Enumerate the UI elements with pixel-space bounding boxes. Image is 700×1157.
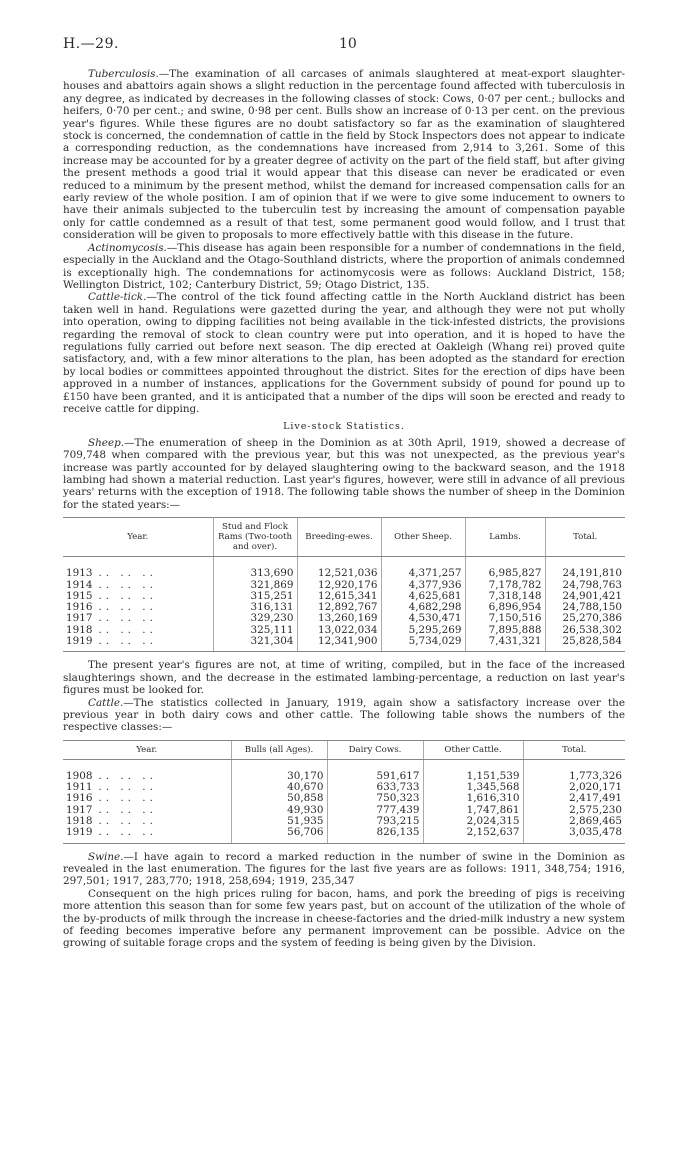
- value-cell: 5,734,029: [381, 636, 465, 652]
- report-code: H.—29.: [63, 36, 119, 52]
- leader-dots: .. .. ..: [98, 601, 157, 614]
- table-row: [63, 613, 625, 624]
- value-cell: 12,341,900: [297, 636, 381, 652]
- table-header-row: [63, 518, 625, 557]
- value-cell: 4,371,257: [381, 568, 465, 579]
- leader-dots: .. .. ..: [98, 781, 157, 794]
- value-cell: 2,024,315: [423, 816, 523, 827]
- value-cell: 12,892,767: [297, 602, 381, 613]
- value-cell: 4,530,471: [381, 613, 465, 624]
- value-cell: 793,215: [327, 816, 423, 827]
- year-value: 1917: [66, 803, 93, 816]
- column-header: Other Sheep.: [381, 518, 465, 557]
- paragraph-text: —The control of the tick found affecting cattle in the North Auckland district has been taken well in hand. Regulations were gazetted during the year, and although they were not put wholly into operation, owing to dipping facilities not being available in the tick-infested districts, the provisions regarding the removal of stock to clean country were put into operation, and it is hoped to have the regulations fully carried out before next season. The dip erected at Oakleigh (Whang rei) proved quite satisfactory, and, with a few minor alterations to the plan, has been adopted as the standard for erection by local bodies or committees appointed throughout the district. Sites for the erection of dips have been approved in a number of instances, applications for the Government subsidy of pound for pound up to £150 have been granted, and it is anticipated that a number of the dips will soon be erected and ready to receive cattle for dipping.: [63, 291, 625, 415]
- table-row: [63, 793, 625, 804]
- value-cell: 1,616,310: [423, 793, 523, 804]
- leader-dots: .. .. ..: [98, 769, 157, 782]
- value-cell: 4,682,298: [381, 602, 465, 613]
- leader-dots: .. .. ..: [98, 803, 157, 816]
- value-cell: 24,788,150: [545, 602, 625, 613]
- paragraph-text: —The examination of all carcases of animals slaughtered at meat-export slaughter-houses and abattoirs again shows a slight reduction in the percentage found affected with tuberculosis in any degree, as indicated by decreases in the following classes of stock: Cows, 0·07 per cent.; bullocks and heifers, 0·70 per cent.; and swine, 0·98 per cent. Bulls show an increase of 0·13 per cent. on the previous year's figures. While these figures are no doubt satisfactory so far as the examination of slaughtered stock is concerned, the condemnation of cattle in the field by Stock Inspectors does not appear to indicate a corresponding reduction, as the condemnations have increased from 2,914 to 3,261. Some of this increase may be accounted for by a greater degree of activity on the part of the field staff, but after giving the present methods a good trial it would appear that this disease can never be eradicated or even reduced to a minimum by the present method, whilst the demand for increased compensation calls for an early review of the whole position. I am of opinion that if we were to give some inducement to owners to have their animals subjected to the tuberculin test by increasing the amount of compensation payable only for cattle condemned as a result of that test, some permanent good would follow, and I trust that consideration will be given to proposals to more effectively battle with this disease in the future.: [63, 68, 625, 242]
- leader-dots: .. .. ..: [98, 578, 157, 591]
- page-header: [63, 34, 625, 54]
- value-cell: 826,135: [327, 827, 423, 843]
- document-page: [63, 34, 625, 950]
- leader-dots: .. .. ..: [98, 792, 157, 805]
- value-cell: 49,930: [231, 805, 327, 816]
- value-cell: 12,615,341: [297, 591, 381, 602]
- column-header: Lambs.: [465, 518, 545, 557]
- year-value: 1915: [66, 589, 93, 602]
- value-cell: 4,625,681: [381, 591, 465, 602]
- paragraph-swine: [63, 851, 625, 888]
- paragraph-sheep-outlook: The present year's figures are not, at time of writing, compiled, but in the face of the increased slaughterings shown, and the decrease in the estimated lambing-percentage, a reduction on last year's figures must be looked for.: [63, 659, 625, 697]
- value-cell: 325,111: [213, 625, 297, 636]
- paragraph-tuberculosis: [63, 68, 625, 242]
- paragraph-title: Cattle.: [88, 696, 124, 709]
- year-value: 1917: [66, 612, 93, 625]
- value-cell: 24,901,421: [545, 591, 625, 602]
- value-cell: 2,152,637: [423, 827, 523, 843]
- value-cell: 13,260,169: [297, 613, 381, 624]
- value-cell: 40,670: [231, 782, 327, 793]
- year-cell: [63, 827, 231, 843]
- paragraph-text: —The enumeration of sheep in the Dominion as at 30th April, 1919, showed a decrease of 709,748 when compared with the previous year, but this was not unexpected, as the previous year's increase was partly accounted for by delayed slaughtering owing to the backward season, and the 1918 lambing had shown a material reduction. Last year's figures, however, were still in advance of all previous years' returns with the exception of 1918. The following table shows the number of sheep in the Dominion for the stated years:—: [63, 436, 625, 511]
- value-cell: 750,323: [327, 793, 423, 804]
- value-cell: 56,706: [231, 827, 327, 843]
- value-cell: 12,920,176: [297, 580, 381, 591]
- year-value: 1918: [66, 814, 93, 827]
- paragraph-sheep: [63, 437, 625, 511]
- column-header: Total.: [523, 740, 625, 759]
- value-cell: 6,896,954: [465, 602, 545, 613]
- value-cell: 26,538,302: [545, 625, 625, 636]
- value-cell: 1,151,539: [423, 771, 523, 782]
- value-cell: 591,617: [327, 771, 423, 782]
- value-cell: 7,318,148: [465, 591, 545, 602]
- paragraph-text: —The statistics collected in January, 1919, again show a satisfactory increase over the previous year in both dairy cows and other cattle. The following table shows the numbers of the respective classes:—: [63, 696, 625, 734]
- column-header: Total.: [545, 518, 625, 557]
- paragraph-title: Swine.: [88, 850, 124, 863]
- table-row: [63, 568, 625, 579]
- spacer-cell: [423, 759, 523, 771]
- paragraph-pig-breeding: Consequent on the high prices ruling for bacon, hams, and pork the breeding of pigs is receiving more attention this season than for some few years past, but on account of the utilization of the whole of the by-products of milk through the increase in cheese-factories and the dried-milk industry a new system of feeding becomes imperative before any permanent improvement can be possible. Advice on the growing of suitable forage crops and the system of feeding is being given by the Division.: [63, 887, 625, 950]
- value-cell: 50,858: [231, 793, 327, 804]
- table-header-row: [63, 740, 625, 759]
- year-cell: [63, 636, 213, 652]
- value-cell: 316,131: [213, 602, 297, 613]
- year-value: 1918: [66, 623, 93, 636]
- paragraph-title: Cattle-tick.: [88, 291, 147, 304]
- table-row: [63, 636, 625, 652]
- value-cell: 51,935: [231, 816, 327, 827]
- value-cell: 321,304: [213, 636, 297, 652]
- spacer-cell: [327, 759, 423, 771]
- value-cell: 329,230: [213, 613, 297, 624]
- value-cell: 30,170: [231, 771, 327, 782]
- paragraph-text: —This disease has again been responsible for a number of condemnations in the field, especially in the Auckland and the Otago-Southland districts, where the proportion of animals condemned is exceptionally high. The condemnations for actinomycosis were as follows: Auckland District, 158; Wellington District, 102; Canterbury District, 59; Otago District, 135.: [63, 241, 625, 291]
- column-header: Other Cattle.: [423, 740, 523, 759]
- year-value: 1908: [66, 769, 93, 782]
- year-value: 1919: [66, 826, 93, 839]
- spacer-cell: [523, 759, 625, 771]
- table-spacer-row: [63, 759, 625, 771]
- value-cell: 7,178,782: [465, 580, 545, 591]
- leader-dots: .. .. ..: [98, 635, 157, 647]
- value-cell: 25,828,584: [545, 636, 625, 652]
- value-cell: 13,022,034: [297, 625, 381, 636]
- value-cell: 7,150,516: [465, 613, 545, 624]
- paragraph-actinomycosis: [63, 242, 625, 292]
- value-cell: 777,439: [327, 805, 423, 816]
- table-row: [63, 827, 625, 843]
- column-header: Stud and Flock Rams (Two-tooth and over).: [213, 518, 297, 557]
- leader-dots: .. .. ..: [98, 567, 157, 580]
- value-cell: 24,191,810: [545, 568, 625, 579]
- value-cell: 7,895,888: [465, 625, 545, 636]
- paragraph-text: —I have again to record a marked reduction in the number of swine in the Dominion as revealed in the last enumeration. The figures for the last five years are as follows: 1911, 348,754; 1916, 297,501; 1917, 283,770; 1918, 258,694; 1919, 235,347: [63, 850, 625, 888]
- paragraph-title: Actinomycosis.: [88, 241, 167, 254]
- value-cell: 633,733: [327, 782, 423, 793]
- value-cell: 6,985,827: [465, 568, 545, 579]
- column-header: Breeding-ewes.: [297, 518, 381, 557]
- paragraph-title: Tuberculosis.: [88, 68, 159, 80]
- value-cell: 2,575,230: [523, 805, 625, 816]
- year-value: 1914: [66, 578, 93, 591]
- value-cell: 2,869,465: [523, 816, 625, 827]
- value-cell: 313,690: [213, 568, 297, 579]
- leader-dots: .. .. ..: [98, 612, 157, 625]
- paragraph-title: Sheep.: [88, 436, 125, 449]
- paragraph-cattle: [63, 697, 625, 734]
- section-heading: Live-stock Statistics.: [283, 421, 405, 433]
- value-cell: 2,417,491: [523, 793, 625, 804]
- spacer-cell: [231, 759, 327, 771]
- value-cell: 1,345,568: [423, 782, 523, 793]
- leader-dots: .. .. ..: [98, 589, 157, 602]
- value-cell: 2,020,171: [523, 782, 625, 793]
- year-value: 1919: [66, 635, 93, 647]
- column-header: Year.: [63, 518, 213, 557]
- value-cell: 315,251: [213, 591, 297, 602]
- year-value: 1916: [66, 792, 93, 805]
- value-cell: 24,798,763: [545, 580, 625, 591]
- value-cell: 3,035,478: [523, 827, 625, 843]
- value-cell: 1,773,326: [523, 771, 625, 782]
- leader-dots: .. .. ..: [98, 826, 157, 839]
- value-cell: 5,295,269: [381, 625, 465, 636]
- value-cell: 321,869: [213, 580, 297, 591]
- leader-dots: .. .. ..: [98, 814, 157, 827]
- value-cell: 4,377,936: [381, 580, 465, 591]
- column-header: Bulls (all Ages).: [231, 740, 327, 759]
- year-value: 1916: [66, 601, 93, 614]
- sheep-table: [63, 517, 625, 652]
- value-cell: 7,431,321: [465, 636, 545, 652]
- paragraph-cattle-tick: [63, 291, 625, 415]
- year-value: 1913: [66, 567, 93, 580]
- value-cell: 12,521,036: [297, 568, 381, 579]
- column-header: Dairy Cows.: [327, 740, 423, 759]
- page-number: 10: [339, 36, 357, 52]
- year-value: 1911: [66, 781, 93, 794]
- leader-dots: .. .. ..: [98, 623, 157, 636]
- column-header: Year.: [63, 740, 231, 759]
- value-cell: 25,270,386: [545, 613, 625, 624]
- value-cell: 1,747,861: [423, 805, 523, 816]
- cattle-table: [63, 740, 625, 844]
